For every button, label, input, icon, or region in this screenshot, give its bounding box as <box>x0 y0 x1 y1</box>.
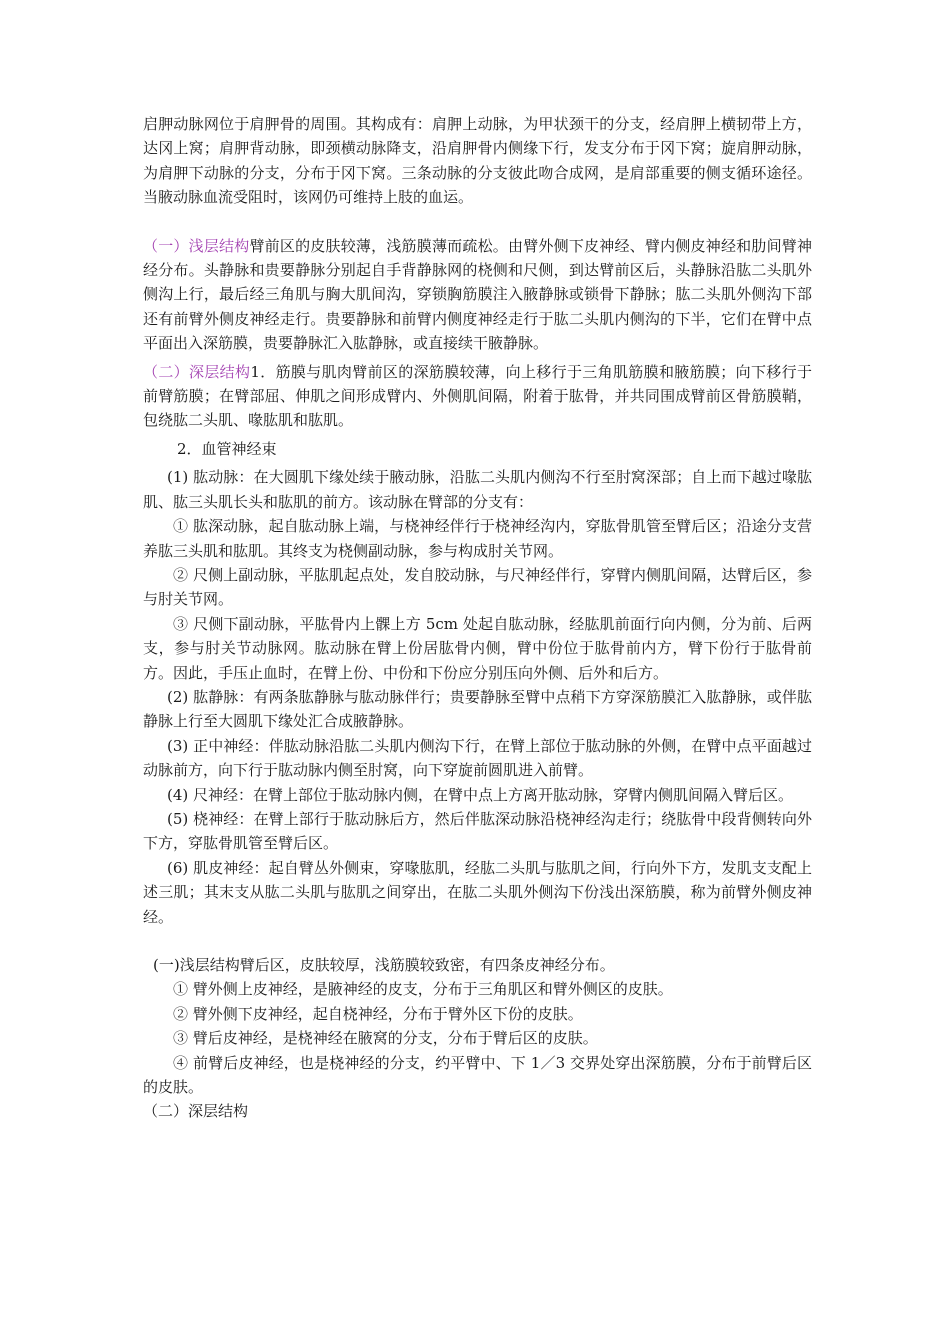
item-radial-nerve: (5) 桡神经：在臂上部行于肱动脉后方，然后伴肱深动脉沿桡神经沟走行；绕肱骨中段背侧转向外下方，穿肱骨肌管至臂后区。 <box>143 809 812 853</box>
front-shallow-text: 臂前区的皮肤较薄，浅筋膜薄而疏松。由臂外侧下皮神经、臂内侧皮神经和肋间臂神经分布。头静脉和贵要静脉分别起自手背静脉网的桡侧和尺侧，到达臂前区后，头静脉沿肱二头肌外侧沟上行，最后经三角肌与胸大肌间沟，穿锁胸筋膜注入腋静脉或锁骨下静脉；肱二头肌外侧沟下部还有前臂外侧皮神经走行。贵要静脉和前臂内侧度神经走行于肱二头肌内侧沟的下半，它们在臂中点平面出入深筋膜，贵要静脉汇入肱静脉，或直接续干腋静脉。 <box>143 236 812 353</box>
vessel-nerve-title: 2．血管神经束 <box>177 439 277 458</box>
back-item-3: ③ 臂后皮神经，是桡神经在腋窝的分支，分布于臂后区的皮肤。 <box>173 1029 598 1048</box>
item-superior-ulnar-collateral: ② 尺侧上副动脉，平肱肌起点处，发自胶动脉，与尺神经伴行，穿臂内侧肌间隔，达臂后区，参与肘关节网。 <box>143 565 812 609</box>
back-item-1: ① 臂外侧上皮神经，是腋神经的皮支，分布于三角肌区和臂外侧区的皮肤。 <box>173 980 673 999</box>
item-median-nerve: (3) 正中神经：伴肱动脉沿肱二头肌内侧沟下行，在臂上部位于肱动脉的外侧，在臂中点平面越过动脉前方，向下行于肱动脉内侧至肘窝，向下穿旋前圆肌进入前臂。 <box>143 736 812 780</box>
front-shallow-heading: （一）浅层结构 <box>143 236 250 255</box>
front-deep-text: 1．筋膜与肌肉臂前区的深筋膜较薄，向上移行于三角肌筋膜和腋筋膜；向下移行于前臂筋膜；在臂部屈、伸肌之间形成臂内、外侧肌间隔，附着于肱骨，并共同围成臂前区骨筋膜鞘，包绕肱二头肌、喙肱肌和肱肌。 <box>143 362 812 430</box>
back-deep-heading: （二）深层结构 <box>143 1102 249 1121</box>
item-brachial-vein: (2) 肱静脉：有两条肱静脉与肱动脉伴行；贵要静脉至臂中点稍下方穿深筋膜汇入肱静脉，或伴肱静脉上行至大圆肌下缘处汇合成腋静脉。 <box>143 687 812 731</box>
back-item-4: ④ 前臂后皮神经，也是桡神经的分支，约平臂中、下 1／3 交界处穿出深筋膜，分布于前臂后区的皮肤。 <box>143 1053 812 1097</box>
item-brachial-artery: (1) 肱动脉：在大圆肌下缘处续于腋动脉，沿肱二头肌内侧沟不行至肘窝深部；自上而下越过喙肱肌、肱三头肌长头和肱肌的前方。该动脉在臂部的分支有： <box>143 468 812 511</box>
intro-paragraph: 启胛动脉网位于肩胛骨的周围。其构成有：肩胛上动脉，为甲状颈干的分支，经肩胛上横韧带上方，达冈上窝；肩胛背动脉，即颈横动脉降支，沿肩胛骨内侧缘下行，发支分布于冈下窝；旋肩胛动脉，为肩胛下动脉的分支，分布于冈下窝。三条动脉的分支彼此吻合成网，是肩部重要的侧支循环途径。当腋动脉血流受阻时，该网仍可维持上肢的血运。 <box>143 115 812 207</box>
back-item-2: ② 臂外侧下皮神经，起自桡神经，分布于臂外区下份的皮肤。 <box>173 1004 583 1023</box>
item-deep-brachial-artery: ① 肱深动脉，起自肱动脉上端，与桡神经伴行于桡神经沟内，穿肱骨肌管至臂后区；沿途分支营养肱三头肌和肱肌。其终支为桡侧副动脉，参与构成肘关节网。 <box>143 517 812 560</box>
item-ulnar-nerve: (4) 尺神经：在臂上部位于肱动脉内侧，在臂中点上方离开肱动脉，穿臂内侧肌间隔入臂后区。 <box>167 785 794 804</box>
front-deep-paragraph <box>143 360 812 433</box>
item-inferior-ulnar-collateral: ③ 尺侧下副动脉，平肱骨内上髁上方 5cm 处起自肱动脉，经肱肌前面行向内侧，分为前、后两支，参与肘关节动脉网。肱动脉在臂上份居肱骨内侧，臂中份位于肱骨前内方，臂下份行于肱骨前方。因此，手压止血时，在臂上份、中份和下份应分别压向外侧、后外和后方。 <box>143 614 812 682</box>
back-shallow-paragraph: (一)浅层结构臂后区，皮肤较厚，浅筋膜较致密，有四条皮神经分布。 <box>153 956 615 974</box>
front-shallow-paragraph <box>143 234 812 356</box>
item-musculocutaneous-nerve: (6) 肌皮神经：起自臂丛外侧束，穿喙肱肌，经肱二头肌与肱肌之间，行向外下方，发肌支支配上述三肌；其末支从肱二头肌与肱肌之间穿出，在肱二头肌外侧沟下份浅出深筋膜，称为前臂外侧皮神经。 <box>143 858 812 926</box>
front-deep-heading: （二）深层结构 <box>143 362 251 381</box>
